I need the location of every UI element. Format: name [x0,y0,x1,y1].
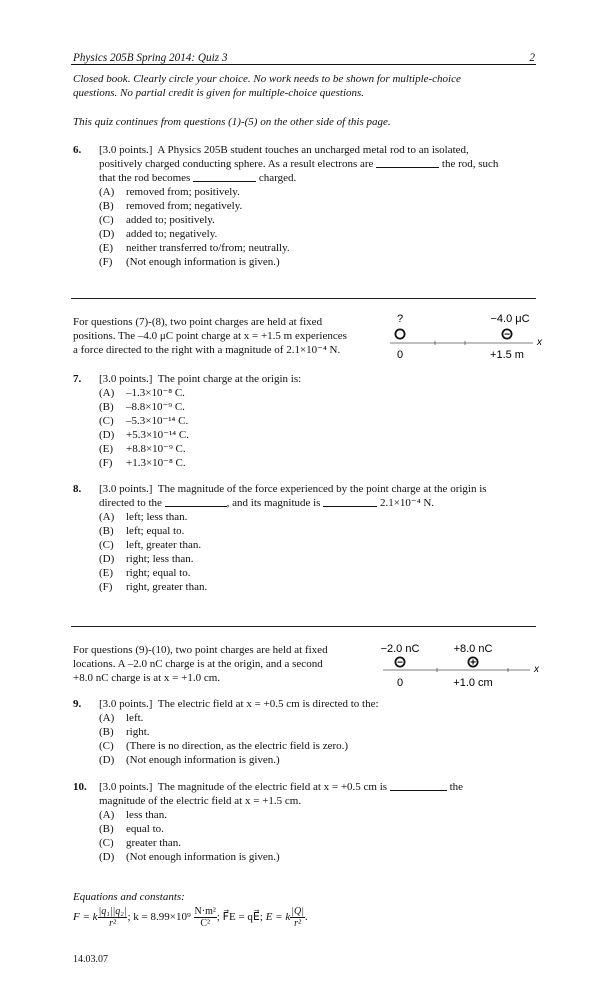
option-label: (A) [99,809,115,821]
position-label: +1.0 cm [453,677,493,689]
option-text: (Not enough information is given.) [126,256,280,268]
header-rule [71,64,536,65]
page-header [73,52,535,64]
option-label: (F) [99,581,113,593]
unknown-charge-circle [395,329,404,338]
minus-sign-icon: − [504,329,510,341]
position-label: +1.5 m [490,349,524,361]
question-text: that the rod becomes [99,172,191,184]
k-units-fraction [194,906,217,929]
question-points: [3.0 points.] [99,781,153,793]
equation-end: . [304,911,308,923]
option-d[interactable] [99,227,543,241]
option-text: –8.8×10⁻⁹ C. [126,401,185,413]
option-text: left; less than. [126,511,188,523]
question-text: , and its magnitude is [226,497,321,509]
axis-label: x [534,664,539,675]
charge-diagram-9-10 [378,640,546,692]
option-e[interactable] [99,442,543,456]
field-fraction [290,906,305,929]
option-e[interactable] [99,241,543,255]
option-f[interactable] [99,456,543,470]
option-b[interactable] [99,725,543,739]
option-text: +1.3×10⁻⁸ C. [126,457,186,469]
option-label: (F) [99,457,113,469]
option-label: (D) [99,553,115,565]
answer-blank [165,496,227,507]
option-label: (F) [99,256,113,268]
option-c[interactable] [99,739,543,753]
coulomb-law-lhs: F = k [73,911,98,923]
question-text: directed to the [99,497,162,509]
option-a[interactable] [99,510,543,524]
option-text: greater than. [126,837,181,849]
question-text: The magnitude of the force experienced by the point charge at the origin is [157,483,487,495]
question-text: magnitude of the electric field at x = +1.5 cm. [99,795,302,807]
question-points: [3.0 points.] [99,698,153,710]
option-b[interactable] [99,199,543,213]
option-label: (B) [99,401,114,413]
question-number: 9. [73,698,82,710]
option-c[interactable] [99,213,543,227]
fraction-denominator: r² [109,917,116,929]
option-text: left. [126,712,144,724]
question-text: A Physics 205B student touches an uncharged metal rod to an isolated, [157,144,469,156]
option-e[interactable] [99,566,543,580]
fraction-denominator: C² [200,917,211,929]
option-text: less than. [126,809,167,821]
option-text: neither transferred to/from; neutrally. [126,242,290,254]
answer-blank [193,171,256,182]
question-10 [73,780,543,864]
field-lhs: E = k [265,911,291,923]
option-label: (D) [99,429,115,441]
option-a[interactable] [99,808,543,822]
question-text: The electric field at x = +0.5 cm is directed to the: [157,698,379,710]
option-text: equal to. [126,823,164,835]
option-label: (D) [99,851,115,863]
answer-blank [376,157,439,168]
option-d[interactable] [99,753,543,767]
options-list [73,386,543,470]
option-label: (B) [99,823,114,835]
question-8 [73,482,543,594]
option-label: (A) [99,712,115,724]
charge-diagram-7-8 [385,310,545,365]
option-text: (Not enough information is given.) [126,754,280,766]
question-number: 6. [73,144,82,156]
question-text: 2.1×10⁻⁴ N. [379,497,435,509]
axis-label: x [537,337,542,348]
question-6 [73,143,543,269]
option-c[interactable] [99,538,543,552]
question-points: [3.0 points.] [99,483,153,495]
option-b[interactable] [99,524,543,538]
fraction-numerator: |Q| [291,905,304,917]
question-text: positively charged conducting sphere. As a result electrons are [99,158,374,170]
option-text: (There is no direction, as the electric field is zero.) [126,740,349,752]
footer-code: 14.03.07 [73,954,108,965]
option-text: –1.3×10⁻⁸ C. [126,387,185,399]
options-list [73,510,543,594]
option-label: (E) [99,443,114,455]
option-label: (D) [99,228,115,240]
question-number: 8. [73,483,82,495]
question-points: [3.0 points.] [99,144,153,156]
question-9 [73,697,543,767]
options-list [73,185,543,269]
coulomb-constant: ; k = 8.99×10⁹ [127,911,191,923]
coulomb-fraction [98,906,128,929]
section-divider [71,626,536,627]
plus-sign-icon: + [470,657,476,669]
option-text: removed from; positively. [126,186,240,198]
option-a[interactable] [99,386,543,400]
section-divider [71,298,536,299]
option-text: left, greater than. [126,539,202,551]
option-label: (A) [99,186,115,198]
options-list [73,711,543,767]
option-text: right; less than. [126,553,194,565]
option-label: (B) [99,726,114,738]
option-text: –5.3×10⁻¹⁴ C. [126,415,189,427]
option-label: (C) [99,837,114,849]
minus-sign-icon: − [397,657,403,669]
instructions [73,72,461,100]
continuation-note: This quiz continues from questions (1)-(5) on the other side of this page. [73,116,391,128]
option-a[interactable] [99,185,543,199]
option-d[interactable] [99,428,543,442]
equations-heading: Equations and constants: [73,891,185,903]
option-f[interactable] [99,255,543,269]
option-text: right. [126,726,150,738]
question-text: the rod, such [441,158,499,170]
option-b[interactable] [99,822,543,836]
question-number: 7. [73,373,82,385]
instructions-line-2: questions. No partial credit is given for multiple-choice questions. [73,87,365,99]
intro-line-1: For questions (7)-(8), two point charges are held at fixed [73,316,323,328]
option-text: right, greater than. [126,581,208,593]
intro-questions-7-8 [73,315,347,357]
option-d[interactable] [99,552,543,566]
instructions-line-1: Closed book. Clearly circle your choice. No work needs to be shown for multiple-choice [73,73,461,85]
option-text: left; equal to. [126,525,185,537]
answer-blank [323,496,377,507]
option-label: (E) [99,567,114,579]
options-list [73,808,543,864]
option-label: (C) [99,214,114,226]
option-d[interactable] [99,850,543,864]
question-text: The point charge at the origin is: [157,373,302,385]
option-label: (E) [99,242,114,254]
option-text: +8.8×10⁻⁹ C. [126,443,186,455]
option-f[interactable] [99,580,543,594]
option-a[interactable] [99,711,543,725]
question-text: The magnitude of the electric field at x = +0.5 cm is [157,781,388,793]
equations-block [73,905,308,929]
question-text: the [449,781,464,793]
option-text: +5.3×10⁻¹⁴ C. [126,429,189,441]
option-label: (B) [99,525,114,537]
origin-label: 0 [396,677,404,689]
option-label: (A) [99,511,115,523]
option-text: added to; negatively. [126,228,218,240]
option-text: right; equal to. [126,567,191,579]
option-label: (C) [99,415,114,427]
intro-line-3: +8.0 nC charge is at x = +1.0 cm. [73,672,221,684]
option-text: (Not enough information is given.) [126,851,280,863]
option-label: (C) [99,740,114,752]
known-charge-label: −4.0 μC [490,313,530,325]
quiz-title: Physics 205B Spring 2014: Quiz 3 [73,52,228,64]
option-text: removed from; negatively. [126,200,243,212]
question-number: 10. [73,781,87,793]
option-b[interactable] [99,400,543,414]
option-c[interactable] [99,836,543,850]
fraction-numerator: |q₁||q₂| [98,905,127,917]
intro-line-3: a force directed to the right with a magnitude of 2.1×10⁻⁴ N. [73,344,341,356]
question-points: [3.0 points.] [99,373,153,385]
question-text: charged. [258,172,297,184]
option-label: (A) [99,387,115,399]
origin-label: 0 [396,349,404,361]
intro-line-1: For questions (9)-(10), two point charges are held at fixed [73,644,328,656]
option-label: (B) [99,200,114,212]
intro-questions-9-10 [73,643,328,685]
option-label: (C) [99,539,114,551]
unknown-charge-label: ? [396,313,404,325]
left-charge-label: −2.0 nC [380,643,420,655]
answer-blank [390,780,447,791]
page-number: 2 [529,52,535,64]
fraction-denominator: r² [294,917,302,929]
question-7 [73,372,543,470]
force-field-relation: ; F⃗E = qE⃗; [216,911,263,923]
option-text: added to; positively. [126,214,215,226]
option-label: (D) [99,754,115,766]
intro-line-2: positions. The –4.0 μC point charge at x = +1.5 m experiences [73,330,347,342]
fraction-numerator: N·m² [194,905,216,917]
intro-line-2: locations. A –2.0 nC charge is at the origin, and a second [73,658,323,670]
option-c[interactable] [99,414,543,428]
right-charge-label: +8.0 nC [453,643,493,655]
